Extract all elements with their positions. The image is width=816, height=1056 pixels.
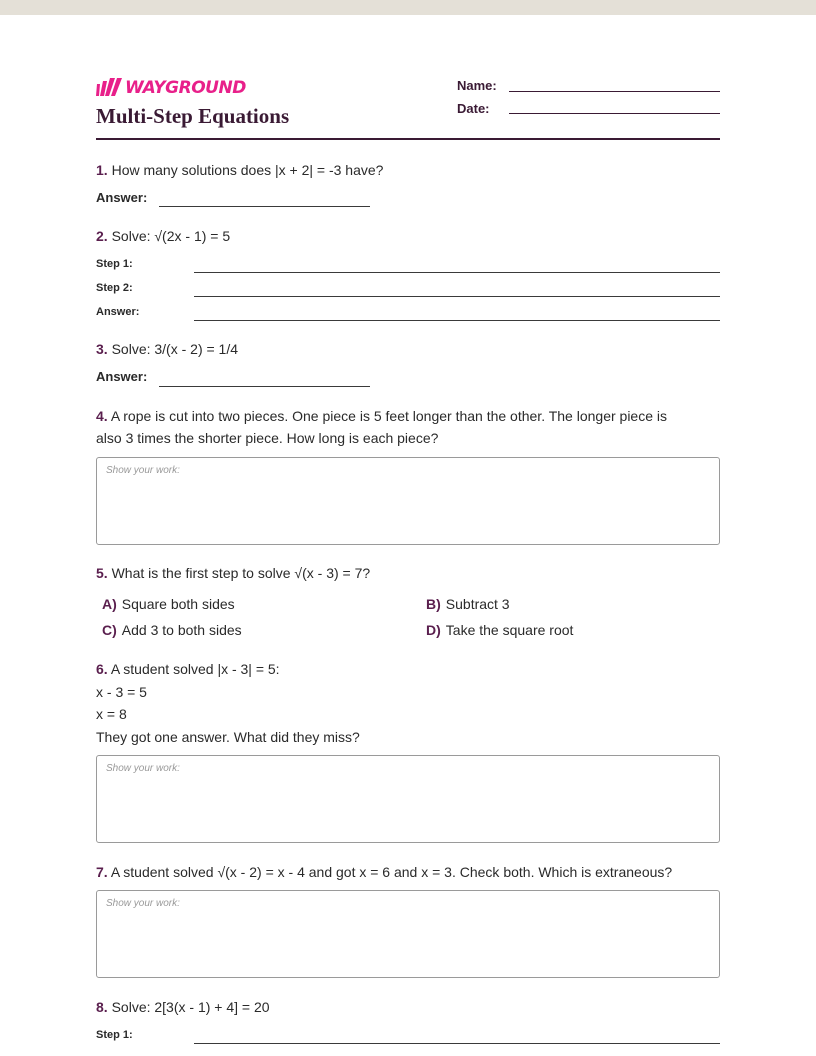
question-number: 2. <box>96 228 108 244</box>
brand-logo <box>96 78 246 98</box>
question-text: A student solved |x - 3| = 5: <box>110 661 280 677</box>
question-text: Solve: √(2x - 1) = 5 <box>111 228 231 244</box>
work-box[interactable] <box>96 755 720 843</box>
question-text-continued: also 3 times the shorter piece. How long is each piece? <box>96 430 439 446</box>
answer-line[interactable] <box>194 320 720 321</box>
step-1-label: Step 1: <box>96 1029 133 1041</box>
name-label: Name: <box>457 78 497 93</box>
question-text: Solve: 3/(x - 2) = 1/4 <box>111 341 239 357</box>
question-5 <box>96 562 370 584</box>
question-2 <box>96 225 230 247</box>
name-field[interactable] <box>509 91 720 92</box>
brand-name: WAYGROUND <box>125 78 246 98</box>
option-c[interactable]: C) Add 3 to both sides <box>102 622 242 638</box>
date-label: Date: <box>457 101 490 116</box>
date-field[interactable] <box>509 113 720 114</box>
work-box[interactable] <box>96 457 720 545</box>
page-title: Multi-Step Equations <box>96 104 290 128</box>
question-number: 4. <box>96 408 108 424</box>
worksheet-page <box>96 0 720 1056</box>
work-line-1: x - 3 = 5 <box>96 684 147 700</box>
work-box-label: Show your work: <box>106 465 180 476</box>
work-line-3: They got one answer. What did they miss? <box>96 729 360 745</box>
header-divider <box>96 138 720 140</box>
option-d[interactable]: D) Take the square root <box>426 622 574 638</box>
question-number: 7. <box>96 864 108 880</box>
work-box-label: Show your work: <box>106 898 180 909</box>
step-1-line[interactable] <box>194 1043 720 1044</box>
answer-label: Answer: <box>96 306 140 318</box>
question-number: 3. <box>96 341 108 357</box>
question-number: 6. <box>96 661 108 677</box>
question-8 <box>96 996 270 1018</box>
answer-label: Answer: <box>96 369 148 384</box>
option-a[interactable]: A) Square both sides <box>102 596 235 612</box>
step-1-line[interactable] <box>194 272 720 273</box>
question-text: A student solved √(x - 2) = x - 4 and got x = 6 and x = 3. Check both. Which is extraneous? <box>110 864 673 880</box>
answer-line[interactable] <box>159 386 370 387</box>
question-4 <box>96 405 667 427</box>
answer-label: Answer: <box>96 190 148 205</box>
question-number: 8. <box>96 999 108 1015</box>
wayground-logo-icon <box>96 78 123 98</box>
question-3 <box>96 338 238 360</box>
question-number: 1. <box>96 162 108 178</box>
question-text: How many solutions does |x + 2| = -3 have? <box>111 162 384 178</box>
work-line-2: x = 8 <box>96 706 127 722</box>
work-box-label: Show your work: <box>106 763 180 774</box>
step-2-label: Step 2: <box>96 282 133 294</box>
option-b[interactable]: B) Subtract 3 <box>426 596 510 612</box>
question-7 <box>96 861 672 883</box>
question-text: What is the first step to solve √(x - 3) = 7? <box>111 565 371 581</box>
question-text: Solve: 2[3(x - 1) + 4] = 20 <box>111 999 270 1015</box>
answer-line[interactable] <box>159 206 370 207</box>
question-6 <box>96 658 280 680</box>
step-2-line[interactable] <box>194 296 720 297</box>
work-box[interactable] <box>96 890 720 978</box>
step-1-label: Step 1: <box>96 258 133 270</box>
question-number: 5. <box>96 565 108 581</box>
question-1 <box>96 159 383 181</box>
question-text: A rope is cut into two pieces. One piece is 5 feet longer than the other. The longer piece is <box>110 408 668 424</box>
